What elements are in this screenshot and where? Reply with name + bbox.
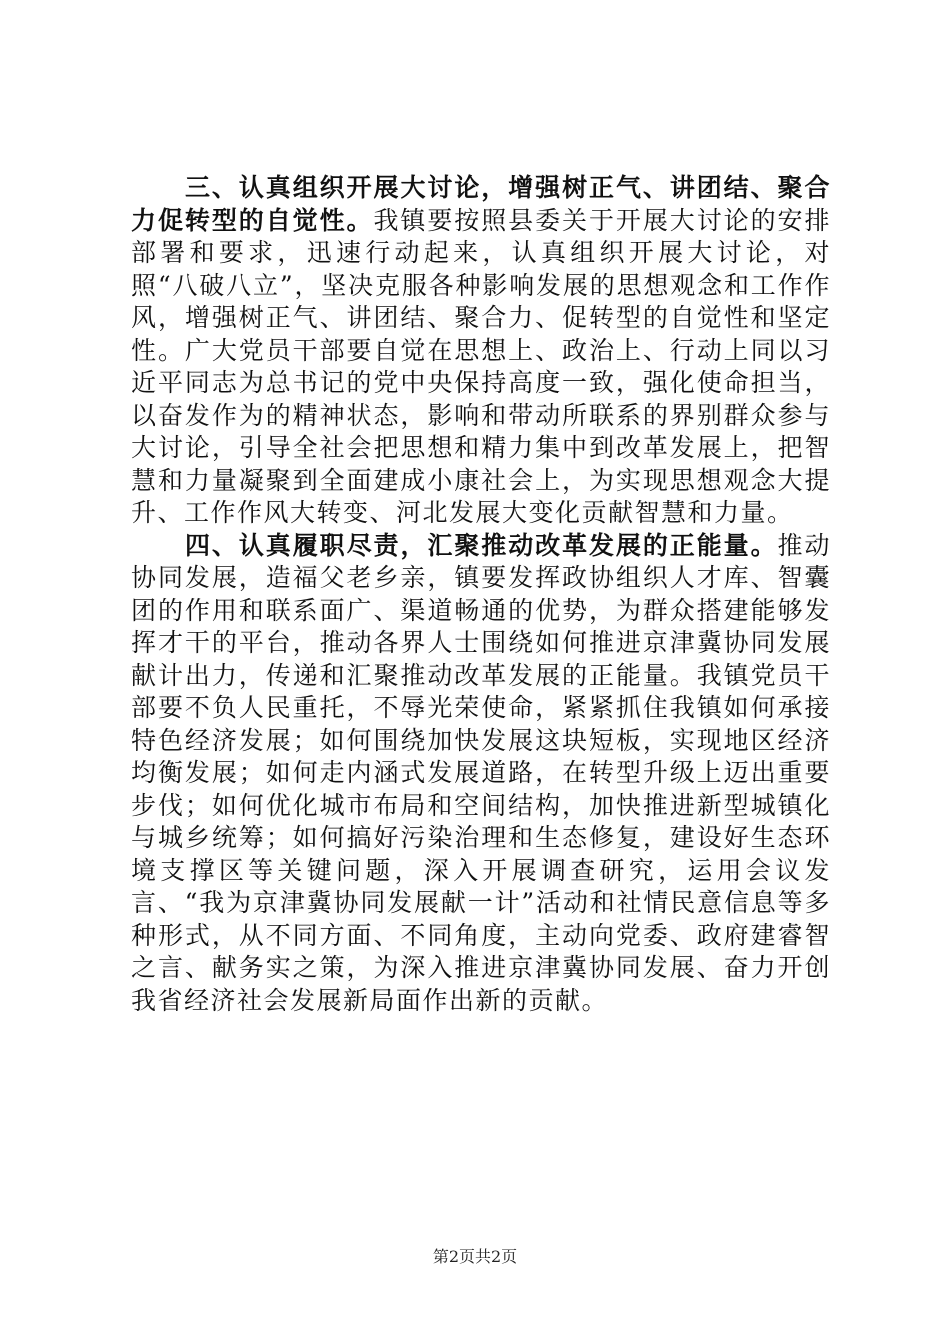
page-footer (0, 1246, 950, 1268)
section-4-body: 推动协同发展，造福父老乡亲，镇要发挥政协组织人才库、智囊团的作用和联系面广、渠道畅通的优势，为群众搭建能够发挥才干的平台，推动各界人士围绕如何推进京津冀协同发展献计出力，传递和汇聚推动改革发展的正能量。我镇党员干部要不负人民重托，不辱光荣使命，紧紧抓住我镇如何承接特色经济发展；如何围绕加快发展这块短板，实现地区经济均衡发展；如何走内涵式发展道路，在转型升级上迈出重要步伐；如何优化城市布局和空间结构，加快推进新型城镇化与城乡统筹；如何搞好污染治理和生态修复，建设好生态环境支撑区等关键问题，深入开展调查研究，运用会议发言、“我为京津冀协同发展献一计”活动和社情民意信息等多种形式，从不同方面、不同角度，主动向党委、政府建睿智之言、献务实之策，为深入推进京津冀协同发展、奋力开创我省经济社会发展新局面作出新的贡献。 (131, 530, 831, 1015)
paragraph-section-4 (131, 530, 831, 1018)
section-3-body: 我镇要按照县委关于开展大讨论的安排部署和要求，迅速行动起来，认真组织开展大讨论，对照“八破八立”，坚决克服各种影响发展的思想观念和工作作风，增强树正气、讲团结、聚合力、促转型的自觉性和坚定性。广大党员干部要自觉在思想上、政治上、行动上同以习近平同志为总书记的党中央保持高度一致，强化使命担当，以奋发作为的精神状态，影响和带动所联系的界别群众参与大讨论，引导全社会把思想和精力集中到改革发展上，把智慧和力量凝聚到全面建成小康社会上，为实现思想观念大提升、工作作风大转变、河北发展大变化贡献智慧和力量。 (131, 205, 831, 527)
section-4-heading: 四、认真履职尽责，汇聚推动改革发展的正能量。 (185, 530, 778, 560)
page-number-total: 共2页 (475, 1247, 518, 1266)
page-number-current: 第2页 (432, 1247, 475, 1266)
section-3-heading: 三、认真组织开展大讨论，增强树正气、讲团结、聚合力促转型的自觉性。 (131, 173, 831, 235)
document-body (131, 172, 831, 1017)
paragraph-section-3 (131, 172, 831, 530)
